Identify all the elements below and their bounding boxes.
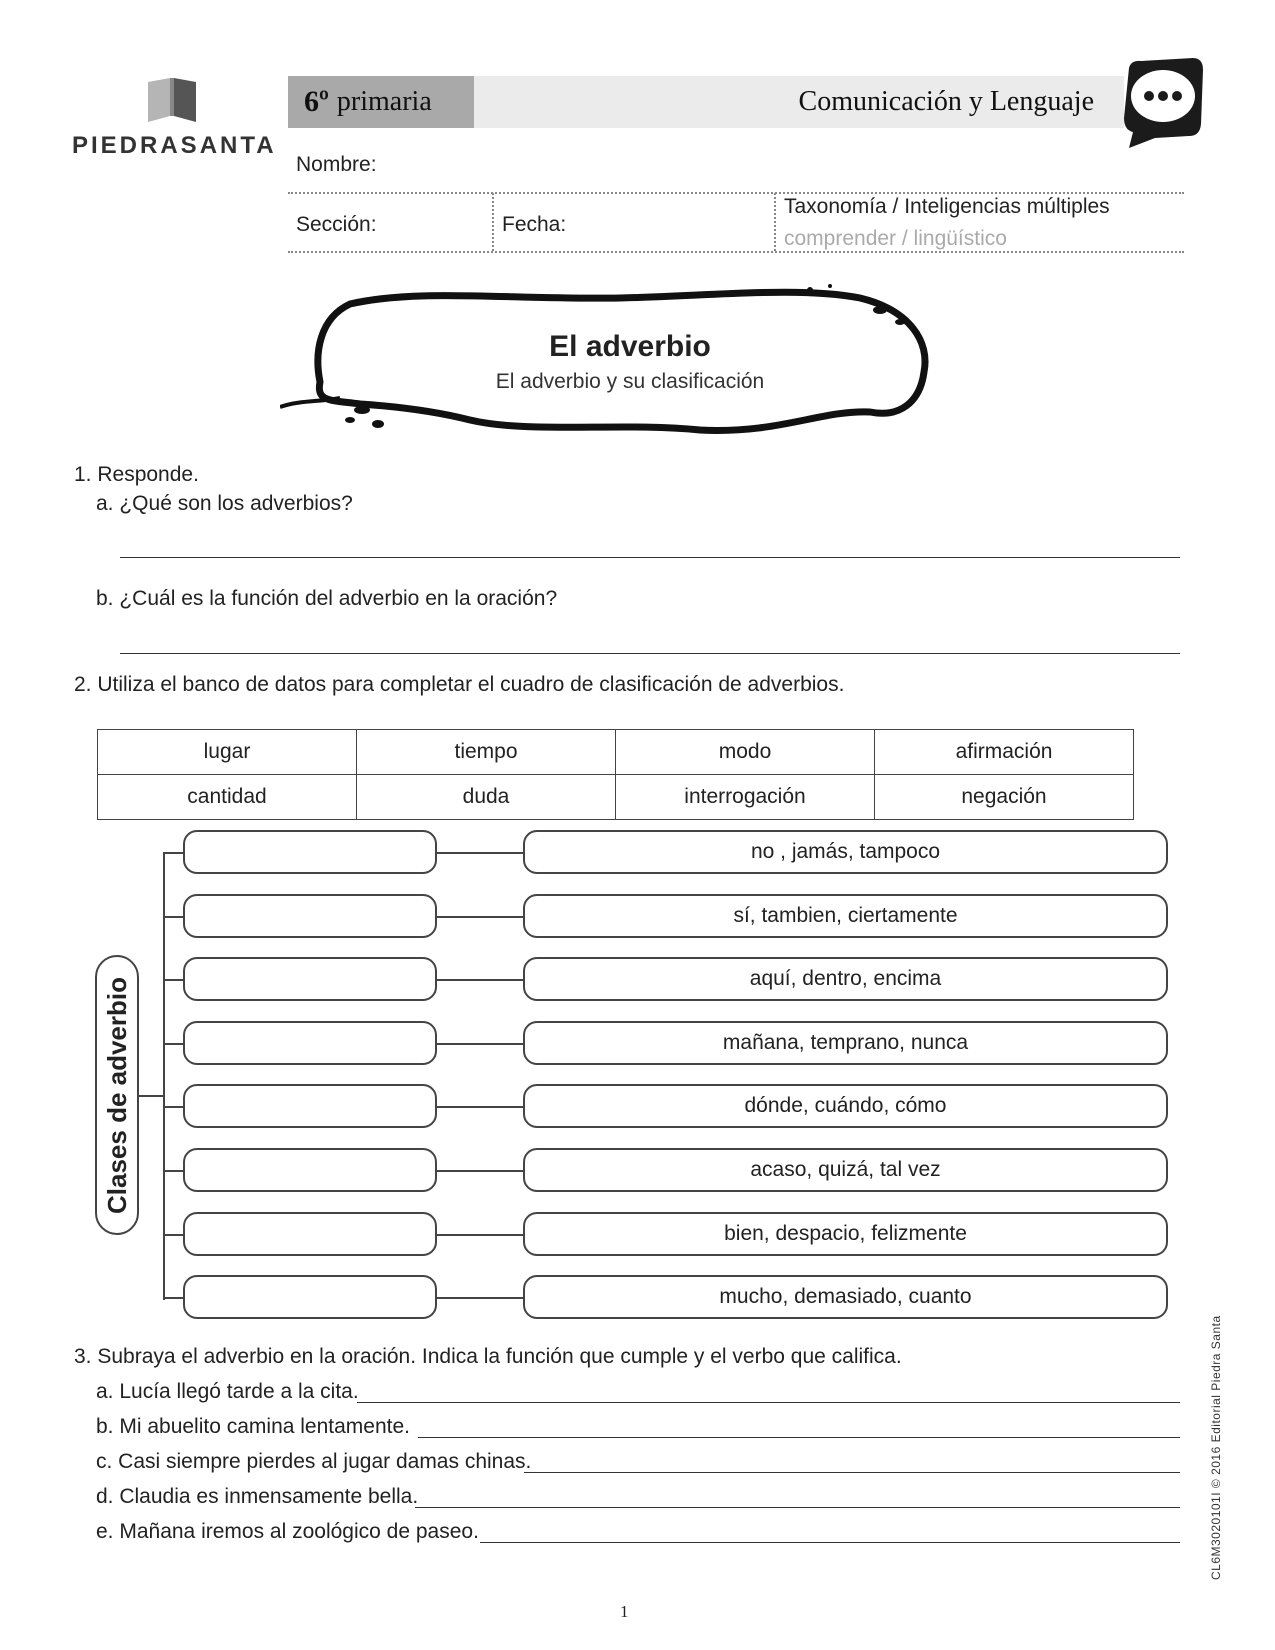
adverb-example-box: bien, despacio, felizmente (523, 1212, 1168, 1256)
adverb-class-blank[interactable] (183, 1275, 437, 1319)
answer-line-1a[interactable] (120, 557, 1180, 558)
adverb-example-box: acaso, quizá, tal vez (523, 1148, 1168, 1192)
grade-text: primaria (336, 86, 432, 117)
divider (492, 193, 494, 251)
answer-line-3a[interactable] (357, 1402, 1180, 1403)
book-logo-icon (146, 76, 198, 124)
connector-line (437, 1234, 523, 1236)
fecha-label: Fecha: (502, 213, 567, 236)
adverb-class-blank[interactable] (183, 1148, 437, 1192)
adverb-class-blank[interactable] (183, 894, 437, 938)
question-1b: b. ¿Cuál es la función del adverbio en la oración? (96, 587, 558, 610)
bank-cell: tiempo (357, 730, 616, 775)
nombre-label: Nombre: (296, 153, 377, 176)
adverb-example-box: aquí, dentro, encima (523, 957, 1168, 1001)
data-bank-table (97, 729, 1134, 820)
page-number: 1 (620, 1602, 629, 1621)
adverb-class-blank[interactable] (183, 1021, 437, 1065)
title-cloud-frame (280, 282, 940, 450)
adverb-example-box: mañana, temprano, nunca (523, 1021, 1168, 1065)
connector-line (163, 1234, 183, 1236)
connector-line (437, 1043, 523, 1045)
divider (288, 251, 1184, 253)
taxonomia-value: comprender / lingüístico (784, 227, 1007, 250)
grade-badge (288, 76, 474, 128)
bank-cell: negación (875, 775, 1134, 820)
connector-line (163, 1170, 183, 1172)
grade-number: 6º (304, 85, 329, 118)
taxonomia-label: Taxonomía / Inteligencias múltiples (784, 195, 1110, 218)
adverb-example-box: no , jamás, tampoco (523, 830, 1168, 874)
adverb-class-blank[interactable] (183, 957, 437, 1001)
adverb-example-box: mucho, demasiado, cuanto (523, 1275, 1168, 1319)
connector-line (437, 1170, 523, 1172)
speech-bubble-icon (1121, 58, 1205, 148)
subject-title: Comunicación y Lenguaje (798, 86, 1094, 117)
sentence-b: b. Mi abuelito camina lentamente. (96, 1415, 411, 1438)
connector-line (437, 1297, 523, 1299)
seccion-label: Sección: (296, 213, 377, 236)
publisher-logo: PIEDRASANTA (72, 132, 277, 159)
connector-line (163, 1043, 183, 1045)
sentence-c: c. Casi siempre pierdes al jugar damas chinas. (96, 1450, 532, 1473)
adverb-example-box: dónde, cuándo, cómo (523, 1084, 1168, 1128)
adverb-class-blank[interactable] (183, 830, 437, 874)
sentence-d: d. Claudia es inmensamente bella. (96, 1485, 419, 1508)
answer-line-3b[interactable] (418, 1437, 1180, 1438)
diagram-root-text: Clases de adverbio (101, 976, 132, 1214)
bank-cell: afirmación (875, 730, 1134, 775)
connector-line (163, 1297, 183, 1299)
connector-line (437, 916, 523, 918)
adverb-class-blank[interactable] (183, 1084, 437, 1128)
sentence-a: a. Lucía llegó tarde a la cita. (96, 1380, 359, 1403)
bank-cell: duda (357, 775, 616, 820)
connector-line (437, 852, 523, 854)
question-3-heading: 3. Subraya el adverbio en la oración. Indica la función que cumple y el verbo que califica. (74, 1345, 902, 1368)
answer-line-3e[interactable] (480, 1542, 1180, 1543)
page-title: El adverbio (549, 330, 711, 363)
table-row (98, 775, 1134, 820)
connector-line (163, 916, 183, 918)
connector-line (163, 1106, 183, 1108)
diagram-root-label (95, 955, 139, 1235)
question-1-heading: 1. Responde. (74, 463, 199, 486)
connector-line (163, 979, 183, 981)
subject-bar (474, 76, 1124, 128)
bank-cell: interrogación (616, 775, 875, 820)
connector-line (139, 1095, 165, 1097)
question-1a: a. ¿Qué son los adverbios? (96, 492, 353, 515)
sentence-e: e. Mañana iremos al zoológico de paseo. (96, 1520, 479, 1543)
bank-cell: cantidad (98, 775, 357, 820)
divider (774, 193, 776, 251)
adverb-example-box: sí, tambien, ciertamente (523, 894, 1168, 938)
answer-line-3d[interactable] (415, 1507, 1180, 1508)
connector-line (437, 979, 523, 981)
page-subtitle: El adverbio y su clasificación (495, 370, 765, 393)
connector-spine (163, 852, 165, 1300)
adverb-class-blank[interactable] (183, 1212, 437, 1256)
divider (288, 192, 1184, 194)
question-2-heading: 2. Utiliza el banco de datos para completar el cuadro de clasificación de adverbios. (74, 673, 845, 696)
answer-line-1b[interactable] (120, 653, 1180, 654)
bank-cell: modo (616, 730, 875, 775)
copyright-note: CL6M3020101I © 2016 Editorial Piedra Santa (1209, 1315, 1223, 1580)
answer-line-3c[interactable] (524, 1472, 1180, 1473)
connector-line (163, 852, 183, 854)
table-row (98, 730, 1134, 775)
connector-line (437, 1106, 523, 1108)
bank-cell: lugar (98, 730, 357, 775)
